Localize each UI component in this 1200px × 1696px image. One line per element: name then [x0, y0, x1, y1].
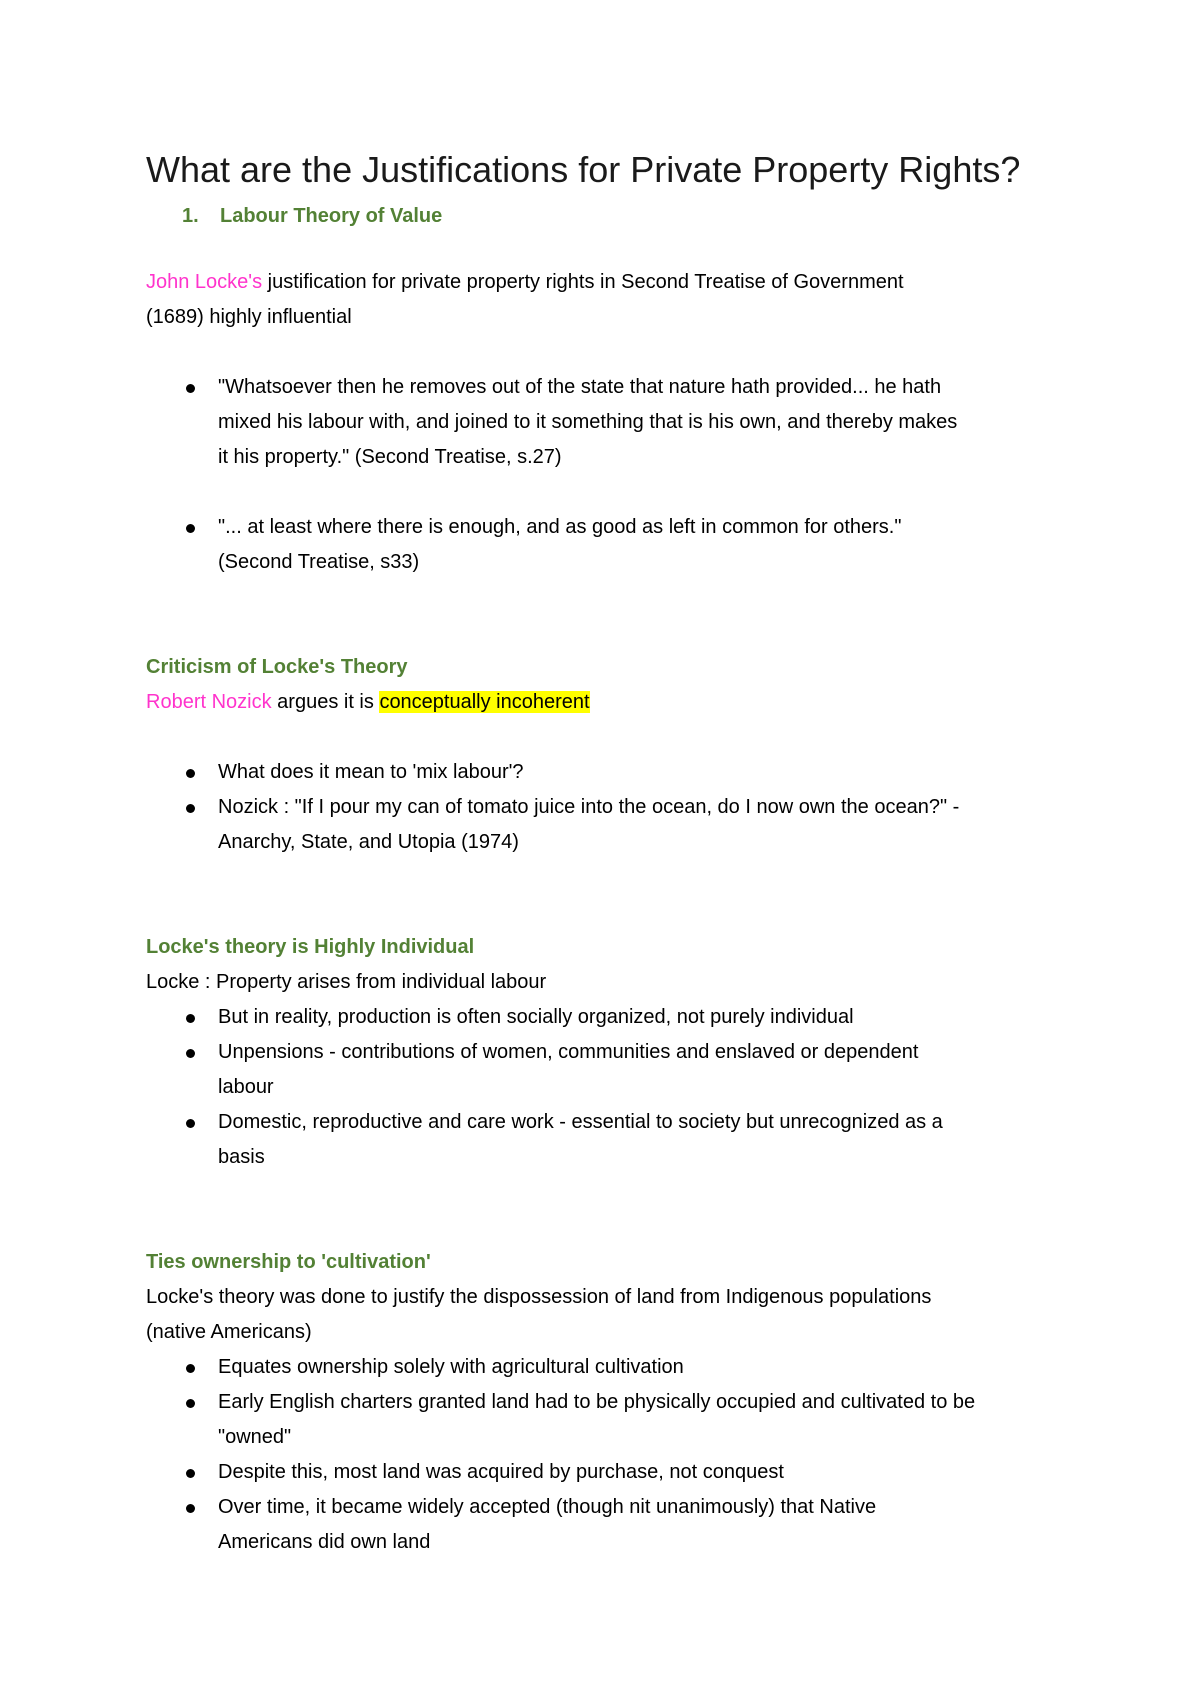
bullet-icon — [186, 769, 195, 778]
cultivation-list — [146, 1350, 1086, 1560]
quote1-line-1: "Whatsoever then he removes out of the state that nature hath provided... he hath — [218, 376, 942, 398]
cultivation-intro-line-1: Locke's theory was done to justify the dispossession of land from Indigenous populations — [146, 1286, 932, 1308]
highlighted-phrase: conceptually incoherent — [379, 691, 590, 713]
criticism-list — [146, 755, 1086, 860]
criticism-bullet-2-line-1: Nozick : "If I pour my can of tomato juice into the ocean, do I now own the ocean?" - — [218, 796, 960, 818]
bullet-icon — [186, 804, 195, 813]
individual-intro: Locke : Property arises from individual labour — [146, 971, 547, 993]
bullet-icon — [186, 1469, 195, 1478]
list-item — [146, 370, 1086, 475]
page-title: What are the Justifications for Private Property Rights? — [146, 149, 1021, 190]
list-item — [146, 1455, 1086, 1490]
quote1-line-2: mixed his labour with, and joined to it something that is his own, and thereby makes — [218, 411, 958, 433]
individual-bullet-1: But in reality, production is often socially organized, not purely individual — [218, 1006, 854, 1028]
cultivation-bullet-4-line-2: Americans did own land — [218, 1531, 431, 1553]
nozick-intro — [146, 685, 1086, 720]
cultivation-bullet-2-line-1: Early English charters granted land had to be physically occupied and cultivated to be — [218, 1391, 976, 1413]
bullet-icon — [186, 524, 195, 533]
list-item — [146, 1105, 1086, 1175]
locke-quotes-list — [146, 370, 1086, 475]
nozick-intro-text: argues it is — [271, 691, 380, 713]
individual-bullet-3-line-2: basis — [218, 1146, 265, 1168]
bullet-icon — [186, 1049, 195, 1058]
cultivation-intro-line-2: (native Americans) — [146, 1321, 312, 1343]
section-heading-labour-theory — [182, 202, 1086, 230]
individual-list — [146, 1000, 1086, 1175]
cultivation-heading: Ties ownership to 'cultivation' — [146, 1251, 431, 1273]
individual-bullet-2-line-1: Unpensions - contributions of women, communities and enslaved or dependent — [218, 1041, 919, 1063]
quote1-line-3: it his property." (Second Treatise, s.27) — [218, 446, 562, 468]
list-item — [146, 790, 1086, 860]
individual-bullet-3-line-1: Domestic, reproductive and care work - essential to society but unrecognized as a — [218, 1111, 943, 1133]
list-item — [146, 510, 1086, 580]
list-item — [146, 1350, 1086, 1385]
list-item — [146, 755, 1086, 790]
individual-heading: Locke's theory is Highly Individual — [146, 936, 475, 958]
document-content — [146, 148, 1086, 1560]
quote2-line-1: "... at least where there is enough, and as good as left in common for others." — [218, 516, 902, 538]
section-heading-text: Labour Theory of Value — [220, 205, 443, 227]
list-item — [146, 1385, 1086, 1455]
list-item — [146, 1035, 1086, 1105]
cultivation-bullet-1: Equates ownership solely with agricultural cultivation — [218, 1356, 684, 1378]
individual-bullet-2-line-2: labour — [218, 1076, 274, 1098]
bullet-icon — [186, 1119, 195, 1128]
locke-quotes-list-2 — [146, 510, 1086, 580]
cultivation-bullet-3: Despite this, most land was acquired by purchase, not conquest — [218, 1461, 784, 1483]
bullet-icon — [186, 1364, 195, 1373]
locke-intro-line-2: (1689) highly influential — [146, 306, 352, 328]
list-item — [146, 1000, 1086, 1035]
criticism-bullet-1: What does it mean to 'mix labour'? — [218, 761, 524, 783]
locke-intro-line-1 — [146, 265, 1086, 300]
criticism-heading: Criticism of Locke's Theory — [146, 656, 408, 678]
bullet-icon — [186, 384, 195, 393]
cultivation-bullet-2-line-2: "owned" — [218, 1426, 292, 1448]
bullet-icon — [186, 1504, 195, 1513]
section-number: 1. — [182, 205, 199, 227]
john-locke-name: John Locke's — [146, 271, 263, 293]
cultivation-bullet-4-line-1: Over time, it became widely accepted (though nit unanimously) that Native — [218, 1496, 877, 1518]
criticism-bullet-2-line-2: Anarchy, State, and Utopia (1974) — [218, 831, 519, 853]
bullet-icon — [186, 1399, 195, 1408]
locke-intro-text: justification for private property rights in Second Treatise of Government — [262, 271, 904, 293]
quote2-line-2: (Second Treatise, s33) — [218, 551, 420, 573]
robert-nozick-name: Robert Nozick — [146, 691, 272, 713]
bullet-icon — [186, 1014, 195, 1023]
list-item — [146, 1490, 1086, 1560]
